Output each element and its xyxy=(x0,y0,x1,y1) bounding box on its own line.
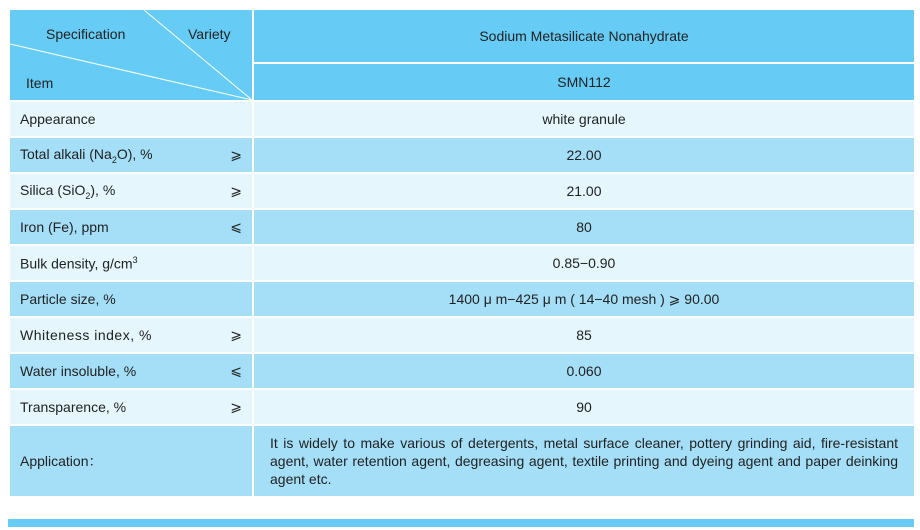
greater-equal-symbol: ⩾ xyxy=(230,182,242,199)
greater-equal-symbol: ⩾ xyxy=(230,398,242,415)
row-value: 90 xyxy=(253,389,915,425)
table-row xyxy=(9,245,915,281)
application-label: Application： xyxy=(9,425,253,497)
table-row xyxy=(9,137,915,173)
row-label: Silica (SiO$_2$), % ⩾ xyxy=(9,173,253,209)
greater-equal-symbol: ⩾ xyxy=(230,326,242,343)
row-value: white granule xyxy=(253,101,915,137)
table-row xyxy=(9,317,915,353)
table-row xyxy=(9,389,915,425)
row-label: Whiteness index, % ⩾ xyxy=(9,317,253,353)
row-value: 0.060 xyxy=(253,353,915,389)
product-name-cell: Sodium Metasilicate Nonahydrate xyxy=(253,9,915,63)
header-corner-cell xyxy=(9,9,253,101)
row-label: Appearance xyxy=(9,101,253,137)
row-label: Total alkali $(Na_2O)$, % ⩾ xyxy=(9,137,253,173)
row-value: 1400 μ m−425 μ m ( 14−40 mesh ) ⩾ 90.00 xyxy=(253,281,915,317)
greater-equal-symbol: ⩾ xyxy=(230,146,242,163)
specification-table xyxy=(8,8,916,498)
less-equal-symbol: ⩽ xyxy=(230,218,242,235)
product-code-cell: SMN112 xyxy=(253,63,915,101)
row-value: 80 xyxy=(253,209,915,245)
specification-label: Specification xyxy=(46,26,126,42)
row-value: 22.00 xyxy=(253,137,915,173)
row-value: 85 xyxy=(253,317,915,353)
application-row xyxy=(9,425,915,497)
row-label: Transparence, % ⩾ xyxy=(9,389,253,425)
item-label: Item xyxy=(26,75,54,91)
row-value: 21.00 xyxy=(253,173,915,209)
table-row xyxy=(9,281,915,317)
row-label: Bulk density, $g/cm^3$ xyxy=(9,245,253,281)
table-row xyxy=(9,101,915,137)
footer-bar xyxy=(8,519,914,527)
row-label: Water insoluble, % ⩽ xyxy=(9,353,253,389)
table-row xyxy=(9,353,915,389)
variety-label: Variety xyxy=(188,26,231,42)
table-row xyxy=(9,173,915,209)
row-value: 0.85−0.90 xyxy=(253,245,915,281)
application-text: It is widely to make various of detergents, metal surface cleaner, pottery grinding aid, fire-resistant agent, water retention agent, degreasing agent, textile printing and dyeing agent and paper deinking agent etc. xyxy=(253,425,915,497)
table-row xyxy=(9,209,915,245)
less-equal-symbol: ⩽ xyxy=(230,362,242,379)
row-label: Particle size, % xyxy=(9,281,253,317)
row-label: Iron (Fe), ppm ⩽ xyxy=(9,209,253,245)
